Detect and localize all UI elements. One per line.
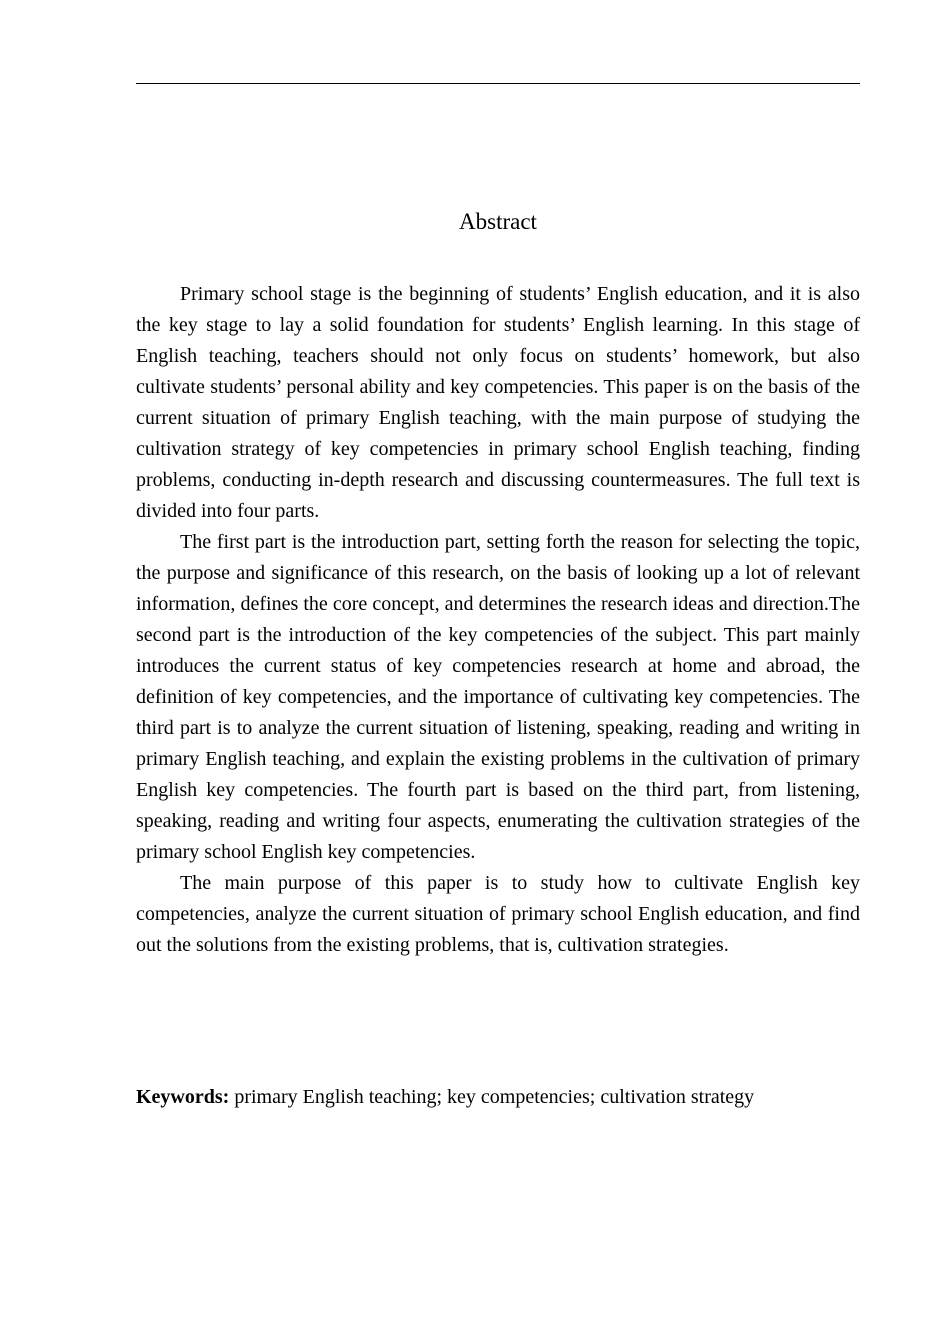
- keywords-line: [136, 1082, 860, 1113]
- keywords-label: Keywords:: [136, 1086, 230, 1108]
- header-rule: [136, 83, 860, 84]
- abstract-paragraph-2: The first part is the introduction part, setting forth the reason for selecting the topic, the purpose and significance of this research, on the basis of looking up a lot of relevant information, defines the core concept, and determines the research ideas and direction.The second part is the introduction of the key competencies of the subject. This part mainly introduces the current status of key competencies research at home and abroad, the definition of key competencies, and the importance of cultivating key competencies. The third part is to analyze the current situation of listening, speaking, reading and writing in primary English teaching, and explain the existing problems in the cultivation of primary English key competencies. The fourth part is based on the third part, from listening, speaking, reading and writing four aspects, enumerating the cultivation strategies of the primary school English key competencies.: [136, 531, 860, 863]
- abstract-paragraph-3: The main purpose of this paper is to study how to cultivate English key competencies, analyze the current situation of primary school English education, and find out the solutions from the existing problems, that is, cultivation strategies.: [136, 872, 860, 956]
- abstract-body: [136, 279, 860, 961]
- abstract-paragraph-1: Primary school stage is the beginning of students’ English education, and it is also the key stage to lay a solid foundation for students’ English learning. In this stage of English teaching, teachers should not only focus on students’ homework, but also cultivate students’ personal ability and key competencies. This paper is on the basis of the current situation of primary English teaching, with the main purpose of studying the cultivation strategy of key competencies in primary school English teaching, finding problems, conducting in-depth research and discussing countermeasures. The full text is divided into four parts.: [136, 283, 860, 522]
- keywords-text: primary English teaching; key competencies; cultivation strategy: [234, 1086, 755, 1108]
- page-title: Abstract: [459, 209, 537, 234]
